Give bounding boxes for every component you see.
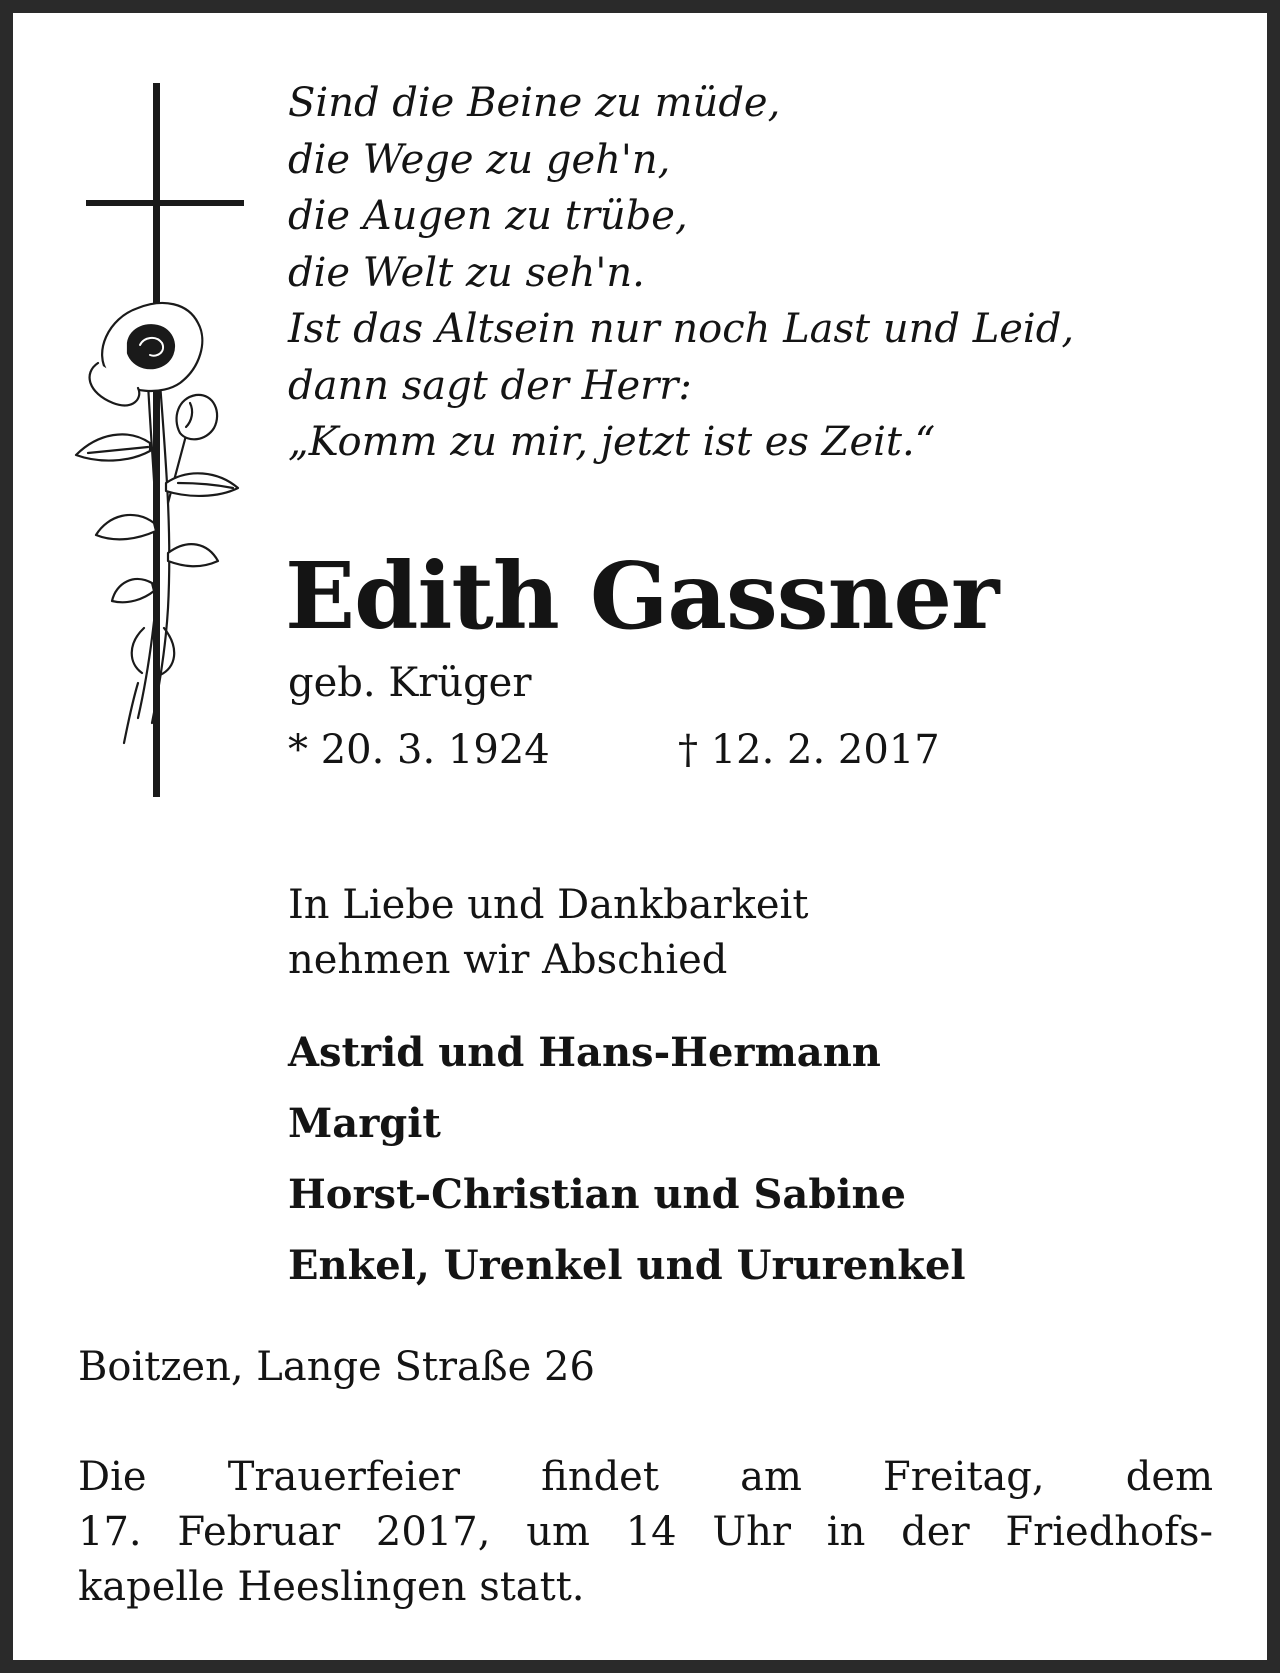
obituary-notice [13, 13, 1267, 1660]
mourner-entry: Margit [288, 1100, 441, 1147]
service-line: kapelle Heeslingen statt. [78, 1564, 585, 1610]
farewell-line: nehmen wir Abschied [288, 937, 728, 983]
poem-line: dann sagt der Herr: [288, 362, 692, 409]
farewell-text [288, 878, 808, 988]
maiden-name: geb. Krüger [288, 660, 532, 706]
mourners-list [288, 1017, 966, 1301]
service-line: Die Trauerfeier findet am Freitag, dem [78, 1454, 1213, 1500]
poem-line: die Welt zu seh'n. [288, 249, 645, 296]
farewell-line: In Liebe und Dankbarkeit [288, 882, 809, 928]
mourner-entry: Horst-Christian und Sabine [288, 1171, 907, 1218]
mourner-entry: Astrid und Hans-Hermann [288, 1029, 881, 1076]
poem [288, 75, 1074, 471]
birth-date: * 20. 3. 1924 [288, 727, 550, 773]
funeral-service-info [78, 1450, 1213, 1615]
poem-line: die Wege zu geh'n, [288, 136, 671, 183]
mourner-entry: Enkel, Urenkel und Ururenkel [288, 1242, 966, 1289]
poem-line: die Augen zu trübe, [288, 193, 688, 239]
poem-line: Ist das Altsein nur noch Last und Leid, [288, 306, 1075, 352]
poem-line: „Komm zu mir, jetzt ist es Zeit.“ [288, 419, 936, 465]
address: Boitzen, Lange Straße 26 [78, 1344, 595, 1390]
deceased-name: Edith Gassner [285, 542, 999, 650]
service-line: 17. Februar 2017, um 14 Uhr in der Friedhofs- [78, 1509, 1213, 1555]
death-date: † 12. 2. 2017 [678, 727, 940, 773]
poem-line: Sind die Beine zu müde, [288, 80, 781, 126]
life-dates [288, 724, 940, 776]
cross-with-rose-icon [68, 83, 268, 803]
